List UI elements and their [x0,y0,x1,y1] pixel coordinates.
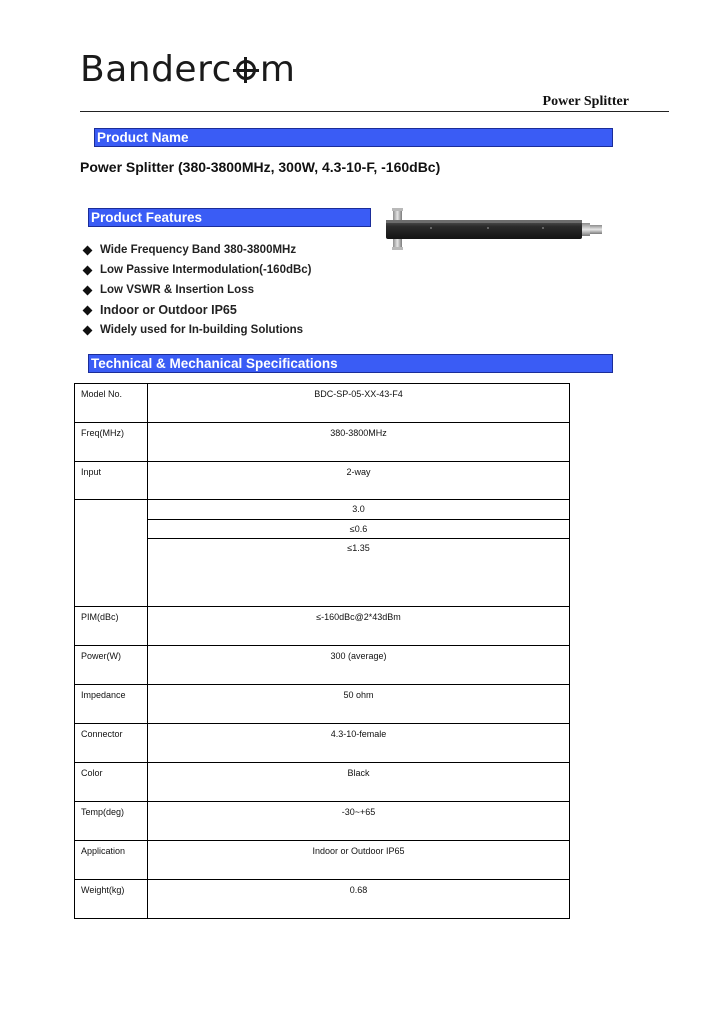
spec-value: 380-3800MHz [148,423,570,462]
spec-label: Model No. [75,384,148,423]
spec-label: Freq(MHz) [75,423,148,462]
diamond-bullet-icon [83,265,93,275]
feature-item: Wide Frequency Band 380-3800MHz [82,240,312,260]
spec-label: Color [75,763,148,802]
spec-multi-value [148,500,570,607]
table-row [75,646,570,685]
spec-table [74,383,570,919]
table-row [75,384,570,423]
spec-label: Input [75,462,148,500]
product-name-heading: Product Name [94,128,613,147]
logo-text-start: Banderc [80,49,232,90]
spec-value: Black [148,763,570,802]
spec-sub-value: 3.0 [352,504,365,514]
diamond-bullet-icon [83,245,93,255]
diamond-bullet-icon [83,325,93,335]
spec-value: 4.3-10-female [148,724,570,763]
diamond-bullet-icon [83,285,93,295]
spec-value: ≤-160dBc@2*43dBm [148,607,570,646]
spec-label: Temp(deg) [75,802,148,841]
power-splitter-photo [383,208,605,250]
spec-value: BDC-SP-05-XX-43-F4 [148,384,570,423]
document-title: Power Splitter [542,94,629,109]
spec-label: PIM(dBc) [75,607,148,646]
feature-item: Indoor or Outdoor IP65 [82,300,312,320]
header-divider [80,111,669,112]
table-row [75,724,570,763]
spec-value: 0.68 [148,880,570,919]
spec-value: 300 (average) [148,646,570,685]
spec-sub-table [148,500,569,606]
spec-label: Connector [75,724,148,763]
table-row [75,841,570,880]
spec-value: -30~+65 [148,802,570,841]
spec-sub-value: ≤0.6 [148,519,569,538]
spec-label: Weight(kg) [75,880,148,919]
spec-sub-value: ≤1.35 [148,538,569,606]
diamond-bullet-icon [83,305,93,315]
feature-list [82,240,312,340]
spec-label-empty [75,500,148,607]
product-features-heading: Product Features [88,208,371,227]
spec-label: Impedance [75,685,148,724]
spec-label: Power(W) [75,646,148,685]
crosshair-logo-icon [233,57,259,83]
logo-text-end: m [259,49,296,90]
spec-value: Indoor or Outdoor IP65 [148,841,570,880]
table-row [75,802,570,841]
table-row [75,880,570,919]
brand-logo [80,49,296,90]
table-row [75,423,570,462]
table-row [75,462,570,500]
table-row [75,685,570,724]
feature-item: Low Passive Intermodulation(-160dBc) [82,260,312,280]
spec-value: 2-way [148,462,570,500]
spec-value: 50 ohm [148,685,570,724]
product-name: Power Splitter (380-3800MHz, 300W, 4.3-10-F, -160dBc) [80,159,441,175]
tech-spec-heading: Technical & Mechanical Specifications [88,354,613,373]
feature-item: Widely used for In-building Solutions [82,320,312,340]
table-row [75,500,570,607]
table-row [75,763,570,802]
spec-label: Application [75,841,148,880]
feature-item: Low VSWR & Insertion Loss [82,280,312,300]
table-row [75,607,570,646]
